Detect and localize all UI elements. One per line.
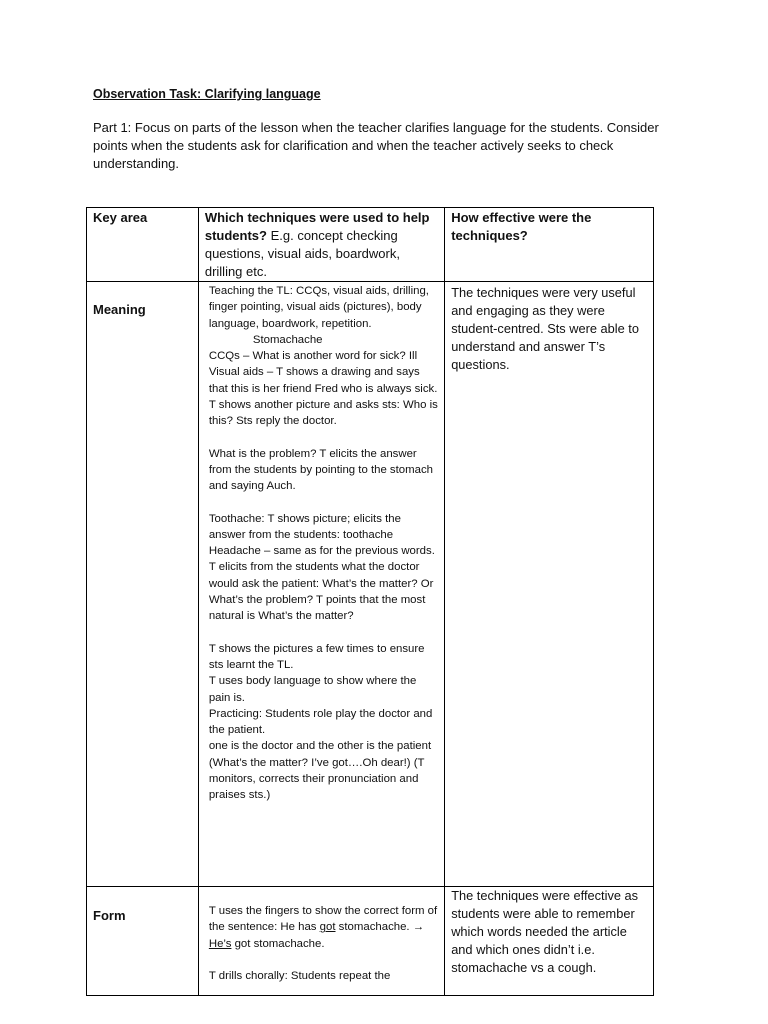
arrow-icon: → <box>412 921 425 934</box>
meaning-line: one is the doctor and the other is the patient (What’s the matter? I’ve got….Oh dear!) (T monitors, corrects their pronunciation and praises sts.) <box>208 740 432 802</box>
header-key-area <box>87 208 199 282</box>
form-label: Form <box>93 908 126 923</box>
meaning-line: Stomachache <box>252 333 323 346</box>
form-text-b: stomachache. <box>335 921 413 934</box>
meaning-key-cell <box>87 282 199 887</box>
meaning-line: Teaching the TL: CCQs, visual aids, drilling, finger pointing, visual aids (pictures), body language, boardwork, repetition. <box>208 285 429 330</box>
document-title: Observation Task: Clarifying language <box>93 87 321 101</box>
table-header-row <box>87 208 654 282</box>
header-techniques <box>198 208 444 282</box>
form-line <box>209 903 440 952</box>
meaning-line: T shows the pictures a few times to ensure sts learnt the TL. <box>208 642 425 671</box>
table-row-form <box>87 887 654 996</box>
table-row-meaning <box>87 282 654 887</box>
observation-table <box>86 207 654 996</box>
meaning-effectiveness-cell <box>445 282 654 887</box>
header-effectiveness-label: How effective were the techniques? <box>451 210 592 243</box>
form-text-a: T uses the fingers to show the correct form of the sentence: He has <box>208 905 438 934</box>
form-text-got: got <box>319 921 336 934</box>
form-effectiveness-cell <box>445 887 654 996</box>
meaning-line: Visual aids – T shows a drawing and says that this is her friend Fred who is always sick. T shows another picture and asks sts: Who is this? Sts reply the doctor. <box>208 366 438 428</box>
header-techniques-examples: E.g. concept checking questions, visual aids, boardwork, drilling etc. <box>204 228 400 279</box>
meaning-label: Meaning <box>93 302 146 317</box>
form-techniques-cell <box>198 887 444 996</box>
meaning-techniques-cell <box>198 282 444 887</box>
meaning-line: Practicing: Students role play the doctor and the patient. <box>208 707 433 737</box>
form-text-hes: He’s <box>208 937 232 950</box>
header-techniques-bold: Which techniques were used to help students? <box>204 210 430 243</box>
meaning-line: CCQs – What is another word for sick? Ill <box>208 350 418 363</box>
form-line: T drills chorally: Students repeat the <box>208 969 391 982</box>
form-key-cell <box>87 887 199 996</box>
form-text-c: got stomachache. <box>231 937 325 950</box>
header-effectiveness <box>445 208 654 282</box>
form-effectiveness: The techniques were effective as students were able to remember which words needed the article and which ones didn’t i.e. stomachache vs a cough. <box>451 888 639 975</box>
meaning-line: Toothache: T shows picture; elicits the answer from the students: toothache <box>208 512 401 541</box>
intro-paragraph: Part 1: Focus on parts of the lesson when the teacher clarifies language for the students. Consider points when the students ask for clarification and when the teacher actively seeks to check understanding. <box>93 120 659 171</box>
meaning-line: Headache – same as for the previous words. <box>208 545 435 558</box>
meaning-line: T uses body language to show where the pain is. <box>208 675 417 704</box>
meaning-line: What is the problem? T elicits the answer from the students by pointing to the stomach and saying Auch. <box>208 447 433 493</box>
header-key-area-label: Key area <box>93 210 148 225</box>
meaning-effectiveness: The techniques were very useful and engaging as they were student-centred. Sts were able to understand and answer T’s questions. <box>451 285 639 372</box>
meaning-line: T elicits from the students what the doctor would ask the patient: What’s the matter? Or What’s the problem? T points that the most natural is What’s the matter? <box>208 561 434 623</box>
